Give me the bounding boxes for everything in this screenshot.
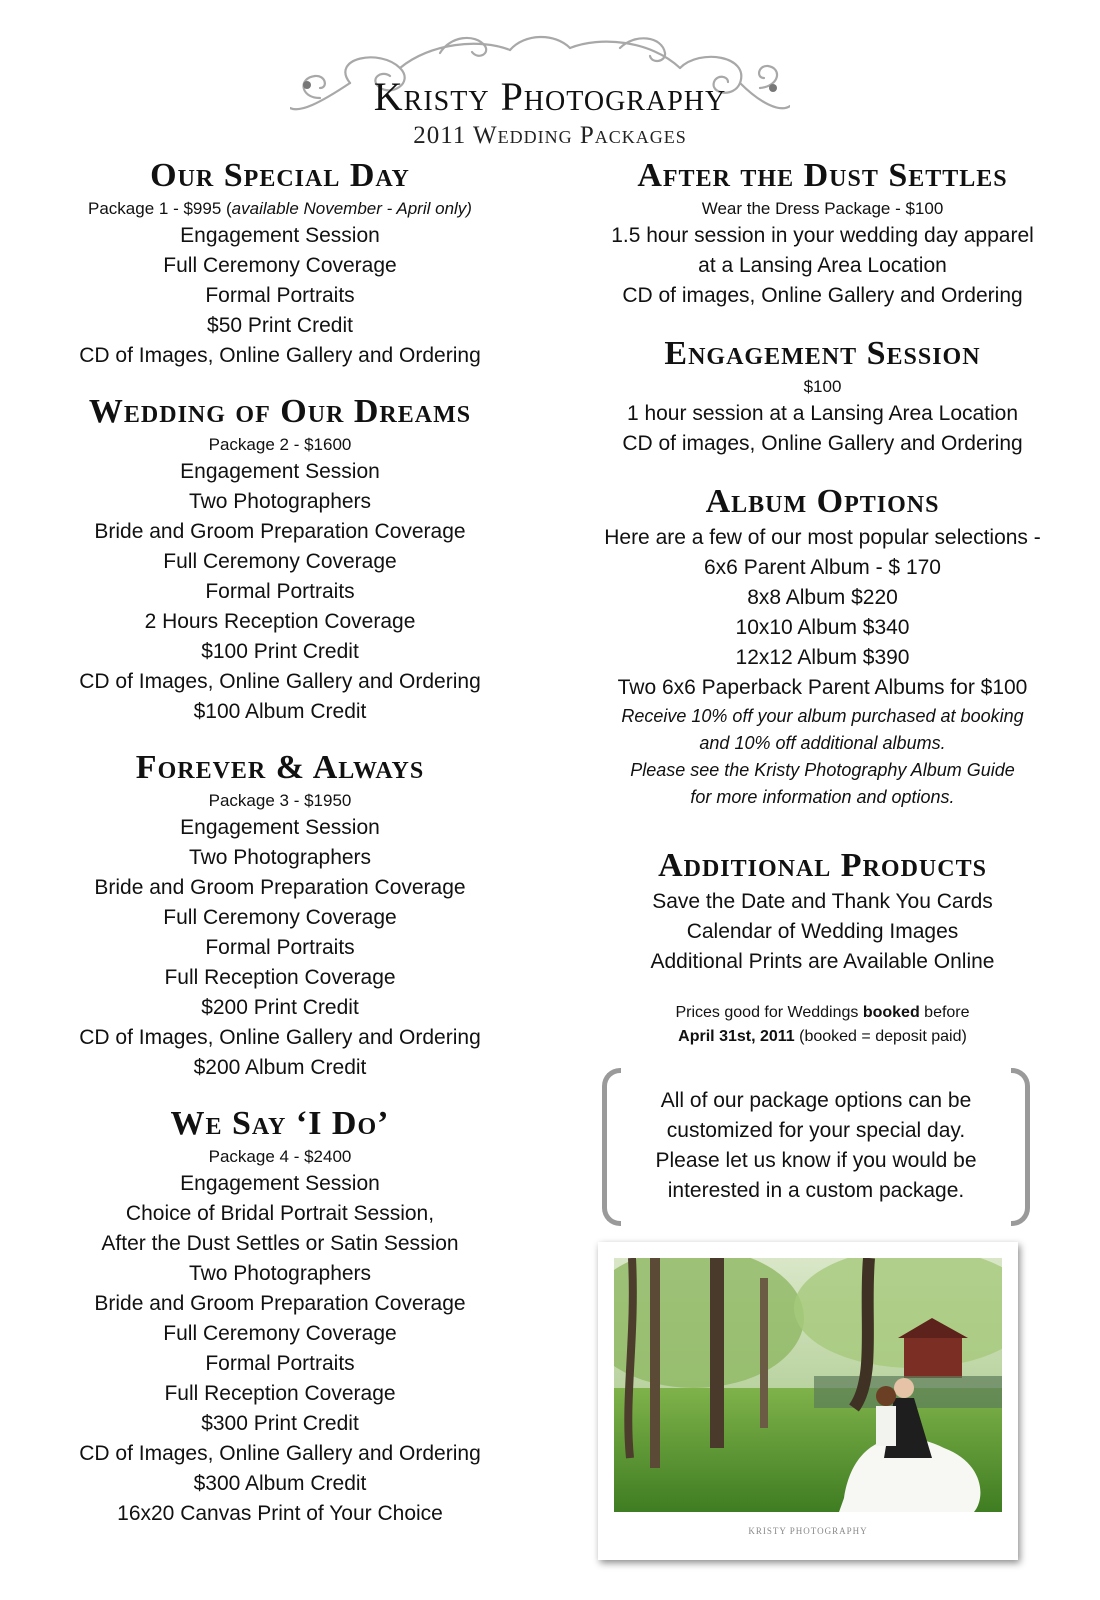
list-item: $200 Print Credit — [201, 996, 359, 1019]
list-item: $300 Album Credit — [193, 1472, 367, 1495]
list-item: Additional Prints are Available Online — [650, 950, 995, 973]
custom-line: Please let us know if you would be — [655, 1149, 977, 1172]
list-item: $300 Print Credit — [201, 1412, 359, 1435]
right-column — [575, 155, 1070, 1049]
package-3-section — [30, 747, 530, 1083]
couple-in-park-image — [614, 1258, 1002, 1512]
list-item: Formal Portraits — [205, 936, 355, 959]
left-column — [30, 155, 530, 1529]
prices-text: before — [919, 1004, 970, 1021]
list-item: Full Ceremony Coverage — [163, 550, 397, 573]
package-price — [30, 197, 530, 221]
list-item: Engagement Session — [180, 224, 380, 247]
list-item: 1.5 hour session in your wedding day apparel — [611, 224, 1034, 247]
section-title: Forever & Always — [135, 749, 425, 786]
custom-package-text — [626, 1086, 1006, 1206]
list-item: at a Lansing Area Location — [698, 254, 947, 277]
list-item: 16x20 Canvas Print of Your Choice — [117, 1502, 443, 1525]
package-4-section — [30, 1103, 530, 1529]
list-item: Calendar of Wedding Images — [686, 920, 959, 943]
custom-package-callout — [602, 1068, 1030, 1218]
list-item: 6x6 Parent Album - $ 170 — [704, 556, 941, 579]
list-item: CD of images, Online Gallery and Ordering — [622, 432, 1023, 455]
additional-products-section — [575, 845, 1070, 977]
prices-deadline: April 31st, 2011 — [678, 1028, 795, 1045]
list-item: Formal Portraits — [205, 1352, 355, 1375]
list-item: Two 6x6 Paperback Parent Albums for $100 — [617, 676, 1028, 699]
prices-line-2 — [575, 1025, 1070, 1049]
package-price: Package 4 - $2400 — [208, 1147, 352, 1166]
section-title: Additional Products — [658, 847, 987, 884]
wedding-photo — [614, 1258, 1002, 1512]
list-item: Formal Portraits — [205, 284, 355, 307]
list-item: $50 Print Credit — [207, 314, 353, 337]
prices-bold: booked — [862, 1004, 920, 1021]
list-item: 1 hour session at a Lansing Area Location — [626, 402, 1019, 425]
package-price: Wear the Dress Package - $100 — [701, 199, 944, 218]
list-item: 12x12 Album $390 — [735, 646, 910, 669]
list-item: Formal Portraits — [205, 580, 355, 603]
album-note: and 10% off additional albums. — [699, 733, 946, 753]
brand-title: Kristy Photography — [373, 74, 727, 119]
package-price: Package 3 - $1950 — [208, 791, 352, 810]
package-1-section — [30, 155, 530, 371]
album-options-section — [575, 481, 1070, 811]
custom-line: customized for your special day. — [666, 1119, 966, 1142]
list-item: $100 Print Credit — [201, 640, 359, 663]
package-price: $100 — [803, 377, 842, 396]
list-item: Here are a few of our most popular selections - — [604, 526, 1041, 549]
wedding-photo-frame — [598, 1242, 1018, 1560]
list-item: CD of Images, Online Gallery and Ordering — [79, 1442, 481, 1465]
list-item: CD of images, Online Gallery and Ordering — [622, 284, 1023, 307]
list-item: Choice of Bridal Portrait Session, — [125, 1202, 435, 1225]
list-item: 8x8 Album $220 — [747, 586, 898, 609]
package-availability: available November - April only) — [231, 199, 472, 218]
list-item: CD of Images, Online Gallery and Ordering — [79, 1026, 481, 1049]
prices-text: (booked = deposit paid) — [794, 1028, 967, 1045]
section-title: Album Options — [705, 483, 940, 520]
left-bracket-icon — [602, 1068, 621, 1226]
list-item: Bride and Groom Preparation Coverage — [94, 520, 466, 543]
album-note: for more information and options. — [690, 787, 955, 807]
list-item: Two Photographers — [188, 1262, 372, 1285]
section-title: Wedding of Our Dreams — [88, 393, 472, 430]
list-item: Engagement Session — [180, 1172, 380, 1195]
prices-line-1 — [575, 1001, 1070, 1025]
engagement-section — [575, 333, 1070, 459]
list-item: Full Reception Coverage — [164, 966, 396, 989]
section-title: Engagement Session — [664, 335, 981, 372]
list-item: CD of Images, Online Gallery and Ordering — [79, 670, 481, 693]
list-item: Full Reception Coverage — [164, 1382, 396, 1405]
list-item: Full Ceremony Coverage — [163, 254, 397, 277]
right-bracket-icon — [1011, 1068, 1030, 1226]
list-item: Engagement Session — [180, 816, 380, 839]
prices-text: Prices good for Weddings — [675, 1004, 863, 1021]
package-price: Package 2 - $1600 — [208, 435, 352, 454]
custom-line: All of our package options can be — [660, 1089, 972, 1112]
list-item: After the Dust Settles or Satin Session — [101, 1232, 459, 1255]
section-title: Our Special Day — [150, 157, 410, 194]
list-item: Two Photographers — [188, 846, 372, 869]
list-item: Engagement Session — [180, 460, 380, 483]
album-note: Please see the Kristy Photography Album Guide — [630, 760, 1015, 780]
section-title: After the Dust Settles — [637, 157, 1008, 194]
section-title: We Say ‘I Do’ — [170, 1105, 390, 1142]
package-price-text: Package 1 - $995 ( — [88, 199, 232, 218]
prices-notice — [575, 1001, 1070, 1049]
list-item: 10x10 Album $340 — [735, 616, 910, 639]
custom-line: interested in a custom package. — [667, 1179, 965, 1202]
package-2-section — [30, 391, 530, 727]
album-note: Receive 10% off your album purchased at booking — [621, 706, 1024, 726]
list-item: 2 Hours Reception Coverage — [144, 610, 416, 633]
list-item: Full Ceremony Coverage — [163, 1322, 397, 1345]
page-subtitle: 2011 Wedding Packages — [413, 122, 687, 149]
photo-watermark: KRISTY PHOTOGRAPHY — [748, 1526, 868, 1536]
list-item: Bride and Groom Preparation Coverage — [94, 876, 466, 899]
list-item: CD of Images, Online Gallery and Ordering — [79, 344, 481, 367]
list-item: Save the Date and Thank You Cards — [652, 890, 993, 913]
list-item: Full Ceremony Coverage — [163, 906, 397, 929]
header — [0, 18, 1100, 148]
after-dust-section — [575, 155, 1070, 311]
list-item: Two Photographers — [188, 490, 372, 513]
list-item: $100 Album Credit — [193, 700, 367, 723]
list-item: $200 Album Credit — [193, 1056, 367, 1079]
list-item: Bride and Groom Preparation Coverage — [94, 1292, 466, 1315]
